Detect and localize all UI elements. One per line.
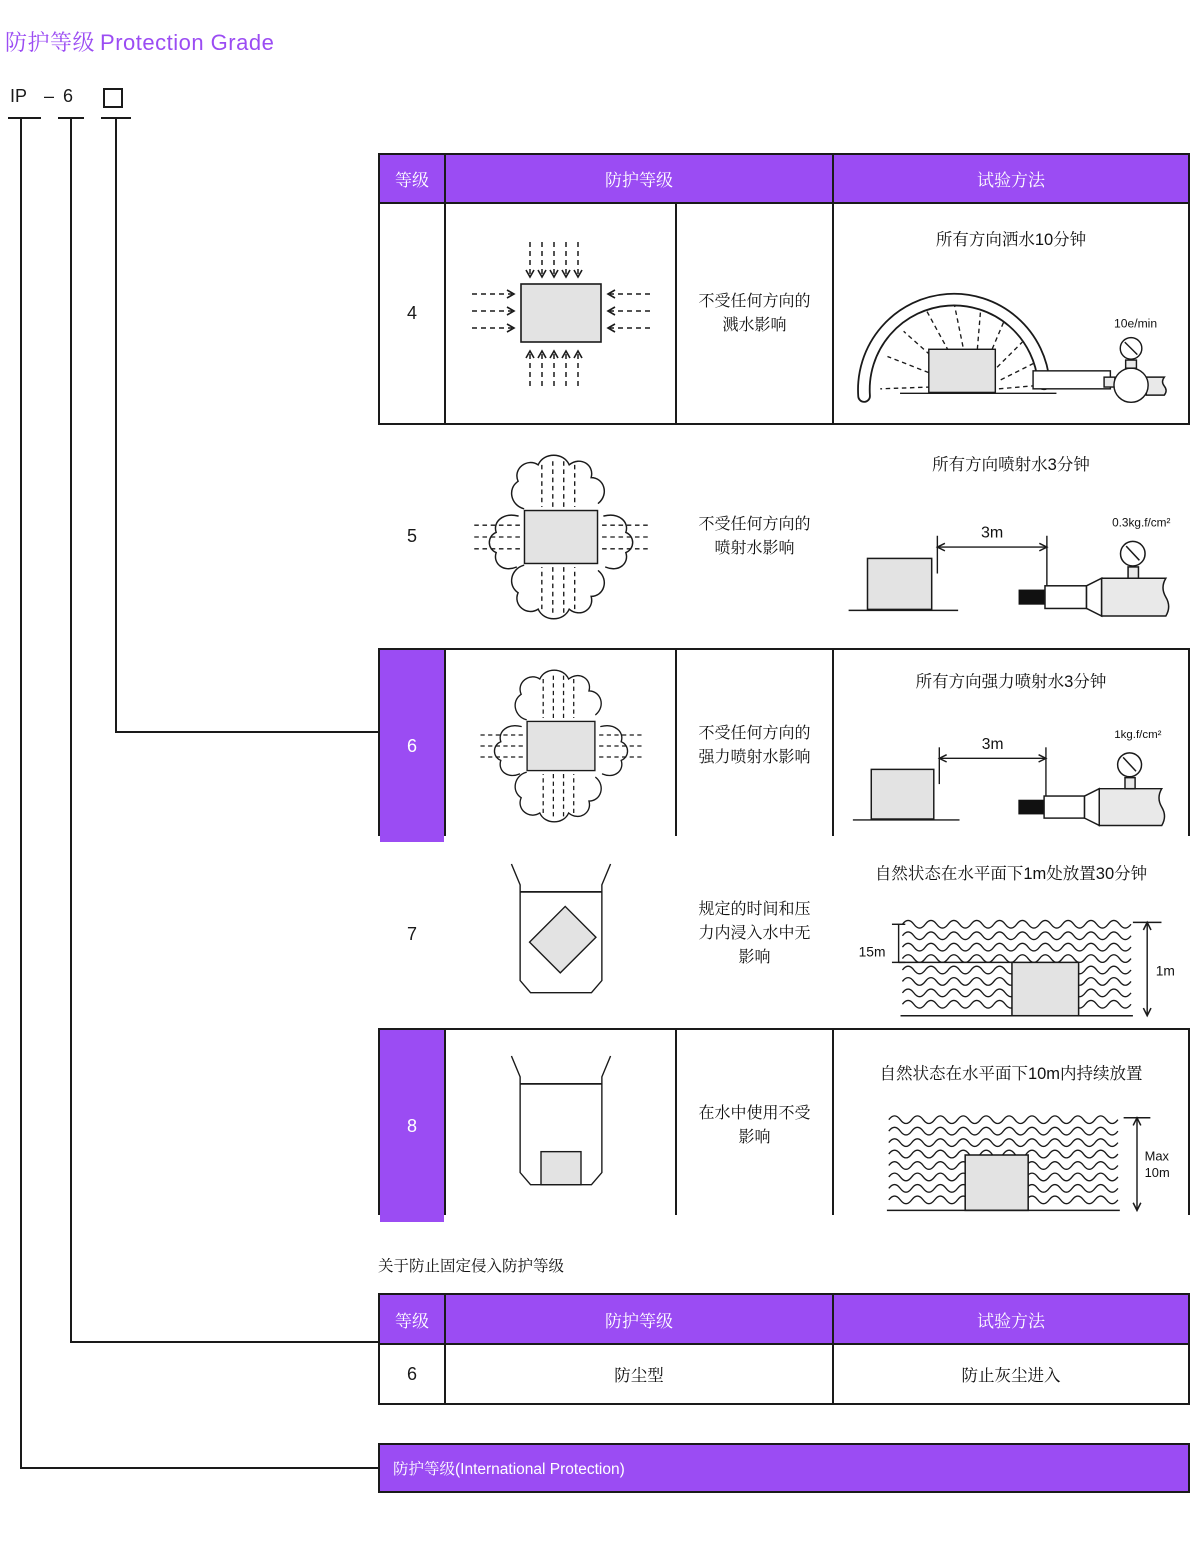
dust-grade-cell: 6 [380, 1345, 444, 1403]
page-title-cn: 防护等级 [5, 30, 96, 55]
water-jet-test-diagram [841, 481, 1181, 633]
dust-table-header-test: 试验方法 [834, 1295, 1188, 1343]
leader-line-digit-horizontal [70, 1341, 378, 1343]
protection-text-line: 不受任何方向的 [698, 515, 811, 533]
test-method-5 [834, 427, 1188, 646]
protection-text-line: 喷射水影响 [714, 539, 795, 557]
distance-label: 3m [981, 736, 1004, 754]
protection-text-7 [677, 838, 832, 1030]
dust-table-header-protection: 防护等级 [446, 1295, 832, 1343]
ip-code-prefix: IP [10, 86, 28, 106]
dust-table [378, 1293, 1190, 1405]
page-title [5, 26, 274, 57]
test-method-6 [834, 650, 1188, 842]
water-table-header-test: 试验方法 [834, 155, 1188, 202]
leader-line-ip-horizontal [20, 1467, 378, 1469]
test-title-6: 所有方向强力喷射水3分钟 [915, 673, 1107, 691]
ip-code-digit: 6 [63, 86, 74, 106]
leader-line-ip-vertical [20, 118, 22, 1469]
underline-ip [8, 117, 41, 119]
protection-text-8 [677, 1030, 832, 1222]
sprinkler-test-diagram [839, 254, 1184, 414]
water-table-header-protection: 防护等级 [446, 155, 832, 202]
grade-cell-8: 8 [380, 1030, 444, 1222]
protection-text-line: 在水中使用不受 [698, 1105, 811, 1122]
protection-text-line: 规定的时间和压 [698, 901, 811, 918]
water-row-7 [378, 836, 1190, 1028]
test-title-4: 所有方向洒水10分钟 [935, 231, 1087, 249]
grade-cell-5: 5 [406, 526, 417, 546]
jet-clouds-diagram [462, 657, 660, 835]
test-title-8: 自然状态在水平面下10m内持续放置 [879, 1065, 1143, 1083]
test-title-5: 所有方向喷射水3分钟 [932, 456, 1090, 474]
strong-jet-test-diagram [841, 694, 1181, 842]
water-table [378, 153, 1190, 425]
protection-text-line: 力内浸入水中无 [698, 925, 811, 942]
protection-illustration-5 [446, 427, 675, 646]
test-method-4 [834, 204, 1188, 423]
leader-line-box-vertical [115, 118, 117, 733]
test-method-8 [834, 1030, 1188, 1222]
protection-illustration-8 [446, 1030, 675, 1222]
dust-table-header-grade: 等级 [380, 1295, 444, 1343]
protection-text-line: 强力喷射水影响 [698, 749, 811, 766]
max-depth-label-line2: 10m [1144, 1164, 1170, 1180]
ip-code-placeholder-box [103, 88, 123, 108]
grade-cell-6: 6 [380, 650, 444, 842]
height-label: 1m [1155, 963, 1175, 979]
dust-section-caption: 关于防止固定侵入防护等级 [378, 1258, 565, 1275]
immersion-tank-diagram [461, 850, 661, 1018]
footer-bar [378, 1443, 1190, 1493]
protection-text-4 [677, 204, 832, 423]
dust-protection-cell: 防尘型 [446, 1345, 832, 1403]
grade-cell-7: 7 [406, 923, 417, 944]
underwater-tank-diagram [461, 1042, 661, 1210]
test-method-7 [834, 838, 1188, 1030]
protection-text-line: 不受任何方向的 [698, 725, 811, 742]
leader-line-box-horizontal [115, 731, 378, 733]
depth-label: 15m [858, 944, 886, 960]
ip-code-dash: – [44, 86, 55, 106]
protection-text-line: 影响 [738, 1129, 771, 1146]
water-row-5 [378, 425, 1190, 648]
protection-illustration-7 [446, 838, 675, 1030]
pressure-label: 0.3kg.f/cm² [1112, 515, 1171, 530]
protection-illustration-4 [446, 204, 675, 423]
pressure-label: 1kg.f/cm² [1114, 729, 1162, 742]
dust-test-cell: 防止灰尘进入 [834, 1345, 1188, 1403]
protection-text-6 [677, 650, 832, 842]
water-table-header-grade: 等级 [380, 155, 444, 202]
protection-text-line: 不受任何方向的 [698, 292, 811, 310]
max-depth-label-line1: Max [1144, 1148, 1169, 1164]
immersion-10m-test-diagram [843, 1088, 1179, 1222]
flow-rate-label: 10e/min [1113, 316, 1157, 331]
leader-line-digit-vertical [70, 118, 72, 1343]
jet-clouds-diagram [456, 441, 666, 633]
protection-text-5 [677, 427, 832, 646]
water-row-8 [378, 1028, 1190, 1215]
protection-text-line: 影响 [738, 949, 771, 966]
test-title-7: 自然状态在水平面下1m处放置30分钟 [874, 865, 1148, 883]
distance-label: 3m [980, 523, 1004, 542]
splash-arrows-diagram [456, 214, 666, 414]
water-row-6 [378, 648, 1190, 836]
immersion-1m-test-diagram [835, 890, 1187, 1030]
protection-text-line: 溅水影响 [722, 316, 787, 334]
grade-cell-4: 4 [380, 204, 444, 423]
protection-illustration-6 [446, 650, 675, 842]
footer-bar-label: 防护等级(International Protection) [393, 1461, 625, 1478]
page-title-en: Protection Grade [100, 30, 275, 55]
